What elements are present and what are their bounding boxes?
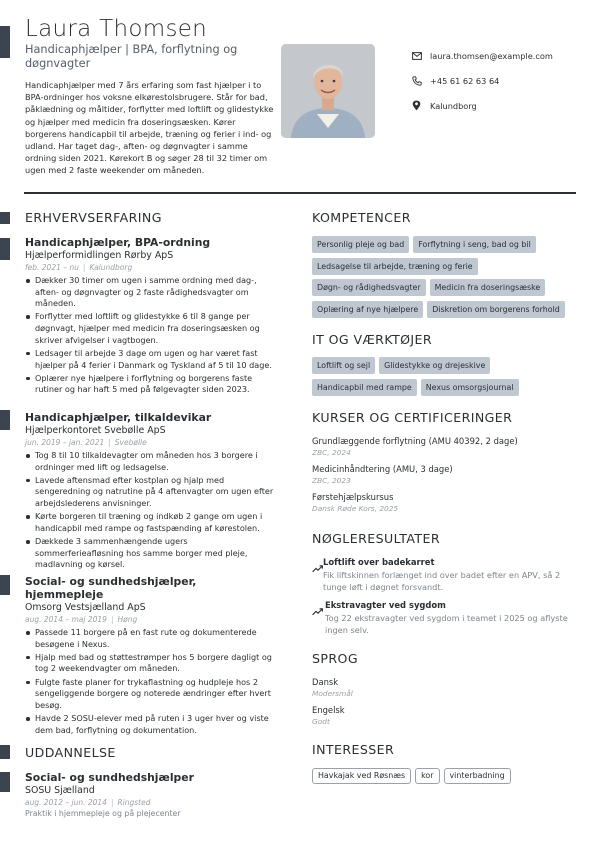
course-name: Medicinhåndtering (AMU, 3 dage) [312,464,453,474]
contact-email[interactable] [412,43,592,68]
section-title-achievements: NØGLERESULTATER [312,531,441,546]
achievement-item [312,600,576,636]
bullet-item: Lavede aftensmad efter kostplan og hjalp med sengeredning og natrutine på 4 aftenvagter om ugen efter arbejdslederens anvisninger. [25,475,277,510]
accent-bar-experience [0,212,10,224]
skill-tag: Døgn- og rådighedsvagter [312,279,426,296]
accent-bar-header [0,26,10,58]
achievement-item [312,557,576,593]
job-meta [25,615,277,624]
tool-tag: Loftlift og sejl [312,357,375,374]
accent-bar-job-2 [0,410,10,430]
tool-tag: Glidestykke og drejeskive [379,357,490,374]
interest-tag: Havkajak ved Røsnæs [312,768,411,784]
job-title: Handicaphjælper, BPA-ordning [25,236,211,249]
bullet-item: Fulgte faste planer for trykaflastning og hudpleje hos 2 sengeliggende borgere og noterede ændringer efter hvert besøg. [25,677,277,712]
job-place: Høng [117,615,138,624]
course-provider: ZBC, 2024 [312,448,351,457]
bullet-item: Tog 8 til 10 tilkaldevagter om måneden hos 3 borgere i ordninger med lift og ledsagelse. [25,450,277,473]
skill-tag: Personlig pleje og bad [312,236,409,253]
language-item [312,705,576,726]
job-entry [25,575,277,738]
language-level: Modersmål [312,689,353,698]
headline: Handicaphjælper | BPA, forflytning og døgnvagter [25,43,238,70]
course-name: Førstehjælpskursus [312,492,394,502]
profile-summary: Handicaphjælper med 7 års erfaring som fast hjælper i to BPA-ordninger hos voksne elkørestolsbrugere. Står for bad, påklædning og måltider, forflytter med loftlift og glidestykke og hjælper med medicin fra doseringsæsken. Kører borgerens handicapbil til arbejde, træning og ferier i ind- og udland. Har taget dag-, aften- og døgnvagter i samme ordning siden 2021. Kørekort B og søger 28 til 32 timer om ugen med 2 faste weekender om måneden. [25,80,274,176]
tool-tags [312,357,576,400]
envelope-icon [412,52,430,60]
interest-tag: vinterbadning [444,768,511,784]
education-dates: aug. 2012 – jun. 2014 [25,798,107,807]
phone-icon [412,76,430,86]
course-item [312,492,576,513]
education-place: Ringsted [117,798,151,807]
job-dates: feb. 2021 – nu [25,263,79,272]
accent-bar-job-1 [0,238,10,260]
job-meta [25,263,277,272]
achievement-description: Tog 22 ekstravagter ved sygdom i teamet i 2025 og aflyste ingen selv. [325,613,568,635]
education-school: SOSU Sjælland [25,785,95,796]
achievement-title: Loftlift over badekarret [323,557,435,567]
job-bullets [25,275,277,396]
education-note: Praktik i hjemmepleje og på plejecenter [25,809,181,818]
skill-tag: Diskretion om borgerens forhold [427,301,565,318]
tool-tag: Handicapbil med rampe [312,379,417,396]
course-item [312,436,576,457]
meta-separator: | [108,438,111,447]
bullet-item: Hjalp med bad og støttestrømper hos 5 borgere dagligt og tog 2 weekendvagter om måneden. [25,652,277,675]
interest-tag: kor [415,768,439,784]
job-bullets [25,450,277,571]
achievement-title: Ekstravagter ved sygdom [325,600,446,610]
section-title-education: UDDANNELSE [25,745,116,760]
section-title-interests: INTERESSER [312,742,395,757]
location-pin-icon [412,100,430,111]
job-meta [25,438,277,447]
tool-tag: Nexus omsorgsjournal [421,379,519,396]
location-text: Kalundborg [430,100,477,111]
bullet-item: Kørte borgeren til træning og indkøb 2 gange om ugen i handicapbil med rampe og fastspænding af kørestolen. [25,511,277,534]
job-employer: Hjælperformidlingen Rørby ApS [25,250,174,261]
language-name: Engelsk [312,705,345,715]
job-employer: Omsorg Vestsjælland ApS [25,602,146,613]
education-meta [25,798,277,807]
section-title-tools: IT OG VÆRKTØJER [312,332,433,347]
section-title-languages: SPROG [312,651,359,666]
course-provider: Dansk Røde Kors, 2025 [312,504,399,513]
section-title-experience: ERHVERVSERFARING [25,210,162,225]
education-title: Social- og sundhedshjælper [25,771,194,784]
skill-tag: Ledsagelse til arbejde, træning og ferie [312,258,478,275]
job-dates: aug. 2014 – maj 2019 [25,615,107,624]
job-bullets [25,627,277,736]
interest-tags [312,768,576,789]
education-entry [25,771,277,818]
skill-tag: Oplæring af nye hjælpere [312,301,423,318]
contact-location [412,93,592,118]
accent-bar-education [0,745,10,759]
job-employer: Hjælperkontoret Svebølle ApS [25,425,166,436]
trend-up-icon [312,600,325,636]
job-entry [25,411,277,573]
accent-bar-job-3 [0,575,10,595]
bullet-item: Havde 2 SOSU-elever med på ruten i 3 uger hver og viste dem bad, forflytning og dokumentation. [25,713,277,736]
section-title-competencies: KOMPETENCER [312,210,411,225]
language-name: Dansk [312,677,339,687]
meta-separator: | [82,263,86,272]
course-item [312,464,576,485]
bullet-item: Forflytter med loftlift og glidestykke 6 til 8 gange per døgnvagt, hjælper med medicin fra doseringsæsken og skriver afvigelser i vagtbogen. [25,311,277,346]
bullet-item: Dækker 30 timer om ugen i samme ordning med dag-, aften- og døgnvagter og 2 faste rådighedsvagter om måneden. [25,275,277,310]
course-provider: ZBC, 2023 [312,476,351,485]
course-name: Grundlæggende forflytning (AMU 40392, 2 dage) [312,436,518,446]
achievement-description: Fik liftskinnen forlænget ind over badet efter en APV, så 2 tunge løft i døgnet forsvandt. [323,570,561,592]
meta-separator: | [110,615,114,624]
job-entry [25,236,277,398]
skill-tag: Forflytning i seng, bad og bil [413,236,536,253]
candidate-name: Laura Thomsen [25,16,208,42]
bullet-item: Dækkede 3 sammenhængende ugers sommerferieafløsning hos samme borger med pleje, madlavning og kørsel. [25,536,277,571]
job-dates: jun. 2019 – jan. 2021 [25,438,105,447]
header-divider [24,192,576,194]
language-item [312,677,576,698]
skill-tag: Medicin fra doseringsæske [430,279,546,296]
job-place: Kalundborg [89,263,133,272]
competency-tags [312,236,576,322]
phone-text: +45 61 62 63 64 [430,75,500,86]
language-level: Godt [312,717,330,726]
accent-bar-edu-1 [0,772,10,792]
job-title: Handicaphjælper, tilkaldevikar [25,411,212,424]
profile-photo [281,44,375,138]
section-title-courses: KURSER OG CERTIFICERINGER [312,410,513,425]
bullet-item: Oplærer nye hjælpere i forflytning og borgerens faste rutiner og har haft 5 med på følgevagter siden 2023. [25,373,277,396]
contact-phone[interactable] [412,68,592,93]
meta-separator: | [110,798,114,807]
bullet-item: Ledsager til arbejde 3 dage om ugen og har været fast hjælper på 4 ferier i Danmark og Tyskland af 5 til 10 dage. [25,348,277,371]
bullet-item: Passede 11 borgere på en fast rute og dokumenterede besøgene i Nexus. [25,627,277,650]
trend-up-icon [312,557,323,593]
email-text: laura.thomsen@example.com [430,50,553,61]
contact-block [412,43,592,118]
job-place: Svebølle [114,438,147,447]
job-title: Social- og sundhedshjælper, hjemmepleje [25,575,197,601]
